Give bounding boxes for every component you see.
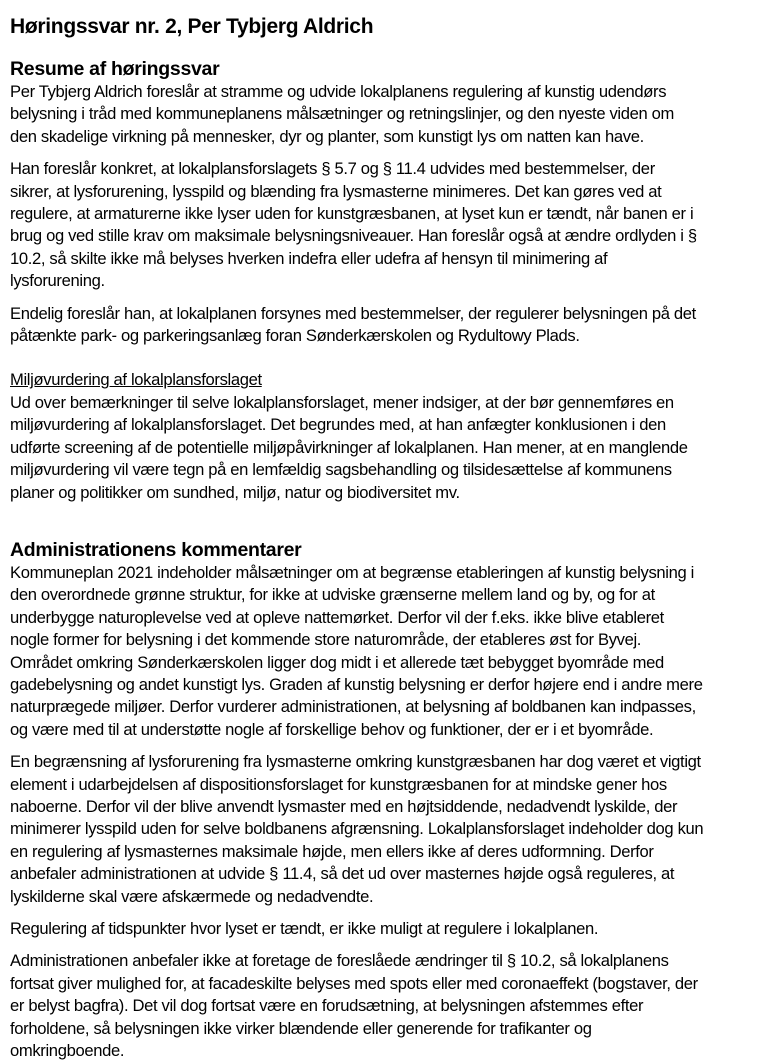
miljo-paragraph — [10, 392, 757, 504]
resume-paragraph-2 — [10, 158, 757, 292]
text-line: regulere, at armaturerne ikke lyser uden for kunstgræsbanen, at lyset kun er tændt, når banen er i — [10, 204, 694, 224]
text-line: udførte screening af de potentielle miljøpåvirkninger af lokalplanen. Han mener, at en manglende — [10, 437, 688, 457]
text-line: påtænkte park- og parkeringsanlæg foran Sønderkærskolen og Rydultowy Plads. — [10, 326, 580, 346]
text-line: Ud over bemærkninger til selve lokalplansforslaget, mener indsiger, at der bør gennemføres en — [10, 392, 674, 412]
text-line: belysning i tråd med kommuneplanens målsætninger og retningslinjer, og den nyeste viden om — [10, 104, 674, 124]
admin-paragraph-3 — [10, 918, 757, 940]
text-line: den overordnede grønne struktur, for ikke at udviske grænserne mellem land og by, og for at — [10, 585, 655, 605]
text-line: gadebelysning og andet kunstigt lys. Graden af kunstig belysning er derfor højere end i andre mere — [10, 674, 703, 694]
text-line: En begrænsning af lysforurening fra lysmasterne omkring kunstgræsbanen har dog været et vigtigt — [10, 752, 701, 772]
text-line: Kommuneplan 2021 indeholder målsætninger om at begrænse etableringen af kunstig belysning i — [10, 562, 694, 582]
text-line: Området omkring Sønderkærskolen ligger dog midt i et allerede tæt bebygget byområde med — [10, 652, 664, 672]
text-line: lysforurening. — [10, 271, 105, 291]
text-line: brug og ved stille krav om maksimale belysningsniveauer. Han foreslår også at ændre ordlyden i § — [10, 226, 697, 246]
text-line: miljøvurdering vil være tegn på en lemfældig sagsbehandling og tilsidesættelse af kommunens — [10, 460, 672, 480]
text-line: lyskilderne skal være afskærmede og nedadvendte. — [10, 886, 374, 906]
text-line: Administrationen anbefaler ikke at foretage de foreslåede ændringer til § 10.2, så lokalplanens — [10, 951, 669, 971]
text-line: en regulering af lysmasternes maksimale højde, men ellers ikke af deres udformning. Derfor — [10, 841, 654, 861]
miljo-section — [10, 369, 757, 503]
text-line: den skadelige virkning på mennesker, dyr og planter, som kunstigt lys om natten kan have. — [10, 126, 644, 146]
text-line: miljøvurdering af lokalplansforslaget. Det begrundes med, at han anfægter konklusionen i den — [10, 415, 666, 435]
text-line: Regulering af tidspunkter hvor lyset er tændt, er ikke muligt at regulere i lokalplanen. — [10, 919, 599, 938]
text-line: element i udarbejdelsen af dispositionsforslaget for kunstgræsbanen for at mindske gener hos — [10, 774, 667, 794]
text-line: er belyst bagfra). Det vil dog fortsat være en forudsætning, at belysningen afstemmes efter — [10, 996, 644, 1016]
text-line: Per Tybjerg Aldrich foreslår at stramme og udvide lokalplanens regulering af kunstig udendørs — [10, 82, 667, 101]
text-line: forholdene, så belysningen ikke virker blændende eller generende for trafikanter og — [10, 1018, 592, 1038]
resume-paragraph-1 — [10, 81, 757, 148]
text-line: fortsat giver mulighed for, at facadeskilte belyses med spots eller med coronaeffekt (bogstaver, der — [10, 973, 698, 993]
text-line: Endelig foreslår han, at lokalplanen forsynes med bestemmelser, der regulerer belysningen på det — [10, 303, 696, 323]
resume-paragraph-3 — [10, 303, 757, 348]
document-title: Høringssvar nr. 2, Per Tybjerg Aldrich — [10, 15, 374, 38]
admin-paragraph-1 — [10, 562, 757, 741]
text-line: nogle former for belysning i det kommende store naturområde, der etableres øst for Byvej. — [10, 630, 642, 650]
text-line: anbefaler administrationen at udvide § 11.4, så det ud over masternes højde også reguleres, at — [10, 864, 675, 884]
resume-section — [10, 81, 757, 347]
admin-section — [10, 562, 757, 1062]
text-line: 10.2, så skilte ikke må belyses hverken indefra eller udefra af hensyn til minimering af — [10, 248, 608, 268]
admin-heading: Administrationens kommentarer — [10, 538, 302, 561]
text-line: minimerer lysspild uden for selve boldbanens afgrænsning. Lokalplansforslaget indeholder dog kun — [10, 819, 704, 839]
miljo-subheading: Miljøvurdering af lokalplansforslaget — [10, 370, 262, 390]
text-line: naturprægede miljøer. Derfor vurderer administrationen, at belysning af boldbanen kan indpasses, — [10, 697, 696, 717]
admin-paragraph-2 — [10, 751, 757, 908]
text-line: planer og politikker om sundhed, miljø, natur og biodiversitet mv. — [10, 482, 460, 502]
text-line: underbygge naturoplevelse ved at opleve nattemørket. Derfor vil der f.eks. ikke blive etableret — [10, 607, 664, 627]
text-line: naboerne. Derfor vil der blive anvendt lysmaster med en højtsiddende, nedadvendt lyskilde, der — [10, 796, 678, 816]
text-line: Han foreslår konkret, at lokalplansforslagets § 5.7 og § 11.4 udvides med bestemmelser, der — [10, 159, 655, 179]
text-line: og være med til at understøtte nogle af forskellige behov og funktioner, der er i et byområde. — [10, 719, 654, 739]
resume-heading: Resume af høringssvar — [10, 58, 220, 80]
text-line: omkringboende. — [10, 1041, 125, 1061]
text-line: sikrer, at lysforurening, lysspild og blænding fra lysmasterne minimeres. Det kan gøres ved at — [10, 181, 662, 201]
admin-paragraph-4 — [10, 950, 757, 1062]
